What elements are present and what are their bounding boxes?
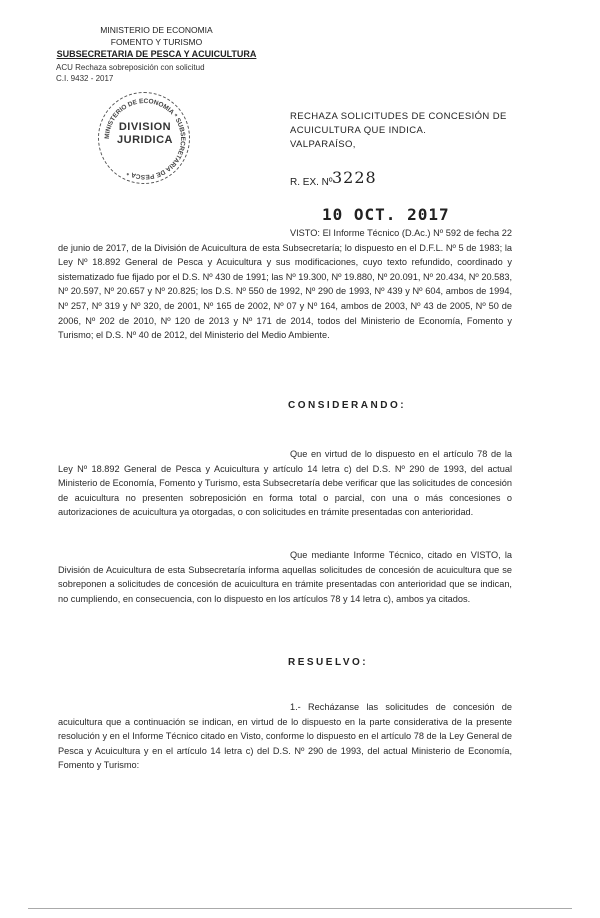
page-bottom-rule: [28, 908, 572, 909]
resolution-number: 3228: [332, 168, 377, 187]
stamp-ring-text: MINISTERIO DE ECONOMIA * SUBSECRETARIA DE PESCA *: [103, 97, 187, 181]
subject-line-1: RECHAZA SOLICITUDES DE CONCESIÓN DE: [290, 111, 507, 122]
resuelvo-heading: RESUELVO:: [288, 657, 369, 668]
reference-line-1: ACU Rechaza sobreposición con solicitud: [56, 63, 205, 72]
considerando-paragraph-1: Que en virtud de lo dispuesto en el artículo 78 de la Ley Nº 18.892 General de Pesca y Acuicultura y artículo 14 letra c) del D.S. Nº 290 de 1993, del actual Ministerio de Economía, Fomento y Turismo, esta Subsecretaría debe verificar que las solicitudes de concesión de acuicultura no presenten sobreposición en forma total o parcial, con una o más concesiones o autorizaciones de acuicultura ya otorgadas, o con solicitudes en trámite presentadas con anterioridad.: [58, 449, 512, 518]
ministry-line-2: FOMENTO Y TURISMO: [110, 37, 203, 47]
stamp-center: [99, 121, 191, 147]
subject-line-2: ACUICULTURA QUE INDICA.: [290, 125, 427, 136]
stamp-line-2: JURIDICA: [117, 134, 173, 146]
subject-line-3: VALPARAÍSO,: [290, 139, 356, 150]
subject-block: [290, 110, 530, 152]
reference-line-2: C.I. 9432 - 2017: [56, 74, 114, 83]
considerando-paragraph-2: Que mediante Informe Técnico, citado en VISTO, la División de Acuicultura de esta Subsecretaría informa aquellas solicitudes de concesión de acuicultura que se sobreponen a solicitudes de concesión de acuicultura en trámite presentadas con anterioridad que se indican, no cumpliendo, en consecuencia, con lo dispuesto en los artículos 78 y 14 letra c), ambos ya citados.: [58, 550, 512, 604]
division-juridica-stamp: [98, 92, 190, 184]
resolution-date: 10 OCT. 2017: [322, 205, 450, 224]
ministry-line-1: MINISTERIO DE ECONOMIA: [100, 25, 213, 35]
reference-block: [56, 62, 266, 84]
considerando-heading: CONSIDERANDO:: [288, 400, 407, 411]
resolution-label: R. EX. Nº: [290, 177, 333, 188]
letterhead: [54, 24, 259, 60]
stamp-line-1: DIVISION: [118, 121, 172, 133]
subsecretaria-line: SUBSECRETARIA DE PESCA Y ACUICULTURA: [56, 49, 257, 59]
resuelvo-paragraph-1: 1.- Recházanse las solicitudes de concesión de acuicultura que a continuación se indican, en virtud de lo dispuesto en la parte considerativa de la presente resolución y en el Informe Técnico citado en Visto, conforme lo dispuesto en el artículo 78 de la Ley General de Pesca y Acuicultura y en el artículo 14 letra c) del D.S. Nº 290 de 1993, del actual Ministerio de Economía, Fomento y Turismo:: [58, 702, 512, 771]
visto-paragraph: VISTO: El Informe Técnico (D.Ac.) Nº 592 de fecha 22 de junio de 2017, de la División de Acuicultura de esta Subsecretaría; lo dispuesto en el D.F.L. Nº 5 de 1983; la Ley Nº 18.892 General de Pesca y Acuicultura y sus modificaciones, cuyo texto refundido, coordinado y sistematizado fue fijado por el D.S. Nº 430 de 1991; las Nº 19.300, Nº 19.880, Nº 20.091, Nº 20.434, Nº 20.583, Nº 20.597, Nº 20.657 y Nº 20.825; los D.S. Nº 550 de 1992, Nº 290 de 1993, Nº 439 y Nº 604, ambos de 1994, Nº 257, Nº 319 y Nº 320, de 2001, Nº 165 de 2002, Nº 07 y Nº 164, ambos de 2003, Nº 43 de 2005, Nº 50 de 2006, Nº 202 de 2010, Nº 120 de 2013 y Nº 171 de 2014, todos del Ministerio de Economía, Fomento y Turismo; el D.S. Nº 40 de 2012, del Ministerio del Medio Ambiente.: [58, 228, 512, 341]
